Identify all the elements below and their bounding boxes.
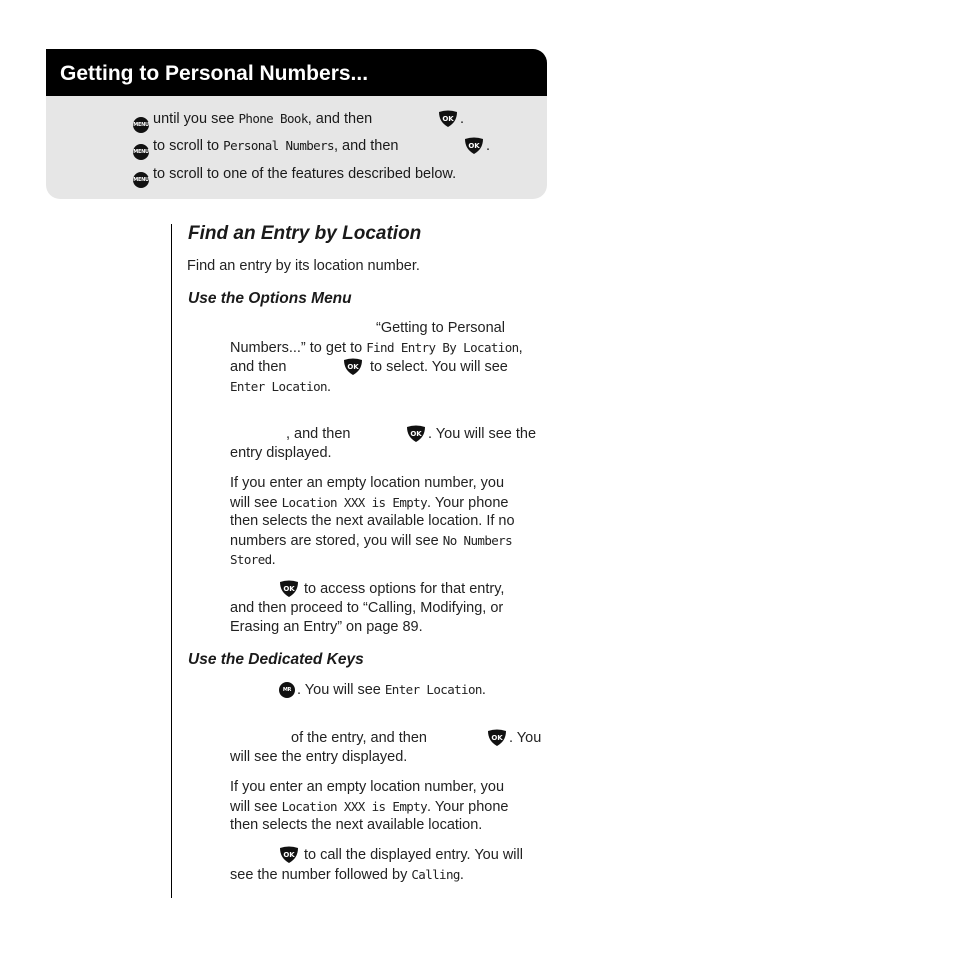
dedicated-step2-line1a: of the entry, and then bbox=[291, 730, 427, 746]
text: will see bbox=[230, 799, 282, 815]
text: . bbox=[459, 867, 464, 883]
lcd-enter-location: Enter Location bbox=[384, 682, 482, 697]
ok-key-icon bbox=[279, 580, 299, 598]
text: numbers are stored, you will see bbox=[230, 533, 443, 549]
svg-text:OK: OK bbox=[442, 115, 454, 123]
text: Numbers...” to get to bbox=[230, 340, 367, 356]
menu-key-icon: MENU bbox=[133, 144, 149, 160]
lcd-location-empty: Location XXX is Empty bbox=[281, 799, 428, 814]
dedicated-note-line1: If you enter an empty location number, you bbox=[230, 779, 505, 795]
dedicated-keys-title: Use the Dedicated Keys bbox=[188, 651, 364, 668]
options-step2-line2: entry displayed. bbox=[230, 445, 332, 461]
step-1-after: , and then bbox=[307, 111, 373, 127]
text: . bbox=[271, 552, 276, 568]
step-1 bbox=[133, 110, 372, 133]
options-step3-line1: to access options for that entry, bbox=[304, 581, 505, 597]
svg-text:OK: OK bbox=[347, 363, 359, 371]
options-step2-line1a: , and then bbox=[286, 426, 351, 442]
step-2 bbox=[133, 137, 398, 160]
lcd-phone-book: Phone Book bbox=[238, 111, 308, 126]
step-2-end: . bbox=[486, 138, 491, 154]
section-title: Find an Entry by Location bbox=[188, 223, 422, 244]
options-step2-line1b: . You will see the bbox=[428, 426, 537, 442]
step-1-text: until you see bbox=[153, 111, 239, 127]
dedicated-note-line2 bbox=[230, 797, 508, 817]
text: . Your phone bbox=[427, 799, 509, 815]
svg-text:OK: OK bbox=[410, 430, 422, 438]
dedicated-step1 bbox=[297, 680, 486, 700]
dedicated-step2-line2: will see the entry displayed. bbox=[230, 749, 408, 765]
ok-key-icon bbox=[487, 729, 507, 747]
text: see the number followed by bbox=[230, 867, 412, 883]
options-note-line2 bbox=[230, 493, 508, 513]
options-note-line4 bbox=[230, 531, 512, 551]
options-note-line5 bbox=[230, 550, 276, 570]
section-header bbox=[46, 49, 547, 96]
lcd-personal-numbers: Personal Numbers bbox=[223, 138, 334, 153]
options-note-line3: then selects the next available location. If no bbox=[230, 513, 515, 529]
svg-text:OK: OK bbox=[283, 851, 295, 859]
dedicated-step3-line2 bbox=[230, 865, 464, 885]
options-step3-line2: and then proceed to “Calling, Modifying, or bbox=[230, 600, 504, 616]
text: will see bbox=[230, 495, 282, 511]
options-note-line1: If you enter an empty location number, you bbox=[230, 475, 505, 491]
step-3 bbox=[133, 165, 456, 188]
options-step1-line3b: to select. You will see bbox=[370, 359, 508, 375]
lcd-stored: Stored bbox=[230, 552, 272, 567]
lcd-calling: Calling bbox=[411, 867, 460, 882]
step-2-text: to scroll to bbox=[153, 138, 224, 154]
menu-key-icon: MENU bbox=[133, 117, 149, 133]
ok-key-icon bbox=[343, 358, 363, 376]
svg-text:OK: OK bbox=[468, 142, 480, 150]
lcd-location-empty: Location XXX is Empty bbox=[281, 495, 428, 510]
options-step1-line1: “Getting to Personal bbox=[376, 320, 505, 336]
options-step1-line3a: and then bbox=[230, 359, 287, 375]
options-step1-line4 bbox=[230, 377, 331, 397]
menu-key-icon: MENU bbox=[133, 172, 149, 188]
ok-key-icon bbox=[464, 137, 484, 155]
section-intro: Find an entry by its location number. bbox=[187, 258, 420, 274]
header-title: Getting to Personal Numbers... bbox=[60, 62, 369, 85]
dedicated-step3-line1: to call the displayed entry. You will bbox=[304, 847, 523, 863]
step-3-text: to scroll to one of the features described below. bbox=[153, 166, 457, 182]
margin-rule bbox=[171, 224, 172, 898]
ok-key-icon bbox=[406, 425, 426, 443]
lcd-find-entry: Find Entry By Location bbox=[366, 340, 519, 355]
text: . bbox=[481, 682, 486, 698]
text: . Your phone bbox=[427, 495, 509, 511]
mr-key-icon: MR bbox=[279, 682, 295, 698]
svg-text:OK: OK bbox=[491, 734, 503, 742]
dedicated-step2-line1b: . You bbox=[509, 730, 542, 746]
text: . bbox=[326, 379, 331, 395]
options-menu-title: Use the Options Menu bbox=[188, 290, 352, 307]
step-1-end: . bbox=[460, 111, 465, 127]
lcd-no-numbers: No Numbers bbox=[442, 533, 513, 548]
options-step3-line3: Erasing an Entry” on page 89. bbox=[230, 619, 423, 635]
lcd-enter-location: Enter Location bbox=[230, 379, 327, 394]
text: . You will see bbox=[297, 682, 385, 698]
step-2-after: , and then bbox=[333, 138, 399, 154]
svg-text:OK: OK bbox=[283, 585, 295, 593]
text: , bbox=[518, 340, 523, 356]
ok-key-icon bbox=[279, 846, 299, 864]
dedicated-note-line3: then selects the next available location. bbox=[230, 817, 483, 833]
options-step1-line2 bbox=[230, 338, 523, 358]
ok-key-icon bbox=[438, 110, 458, 128]
